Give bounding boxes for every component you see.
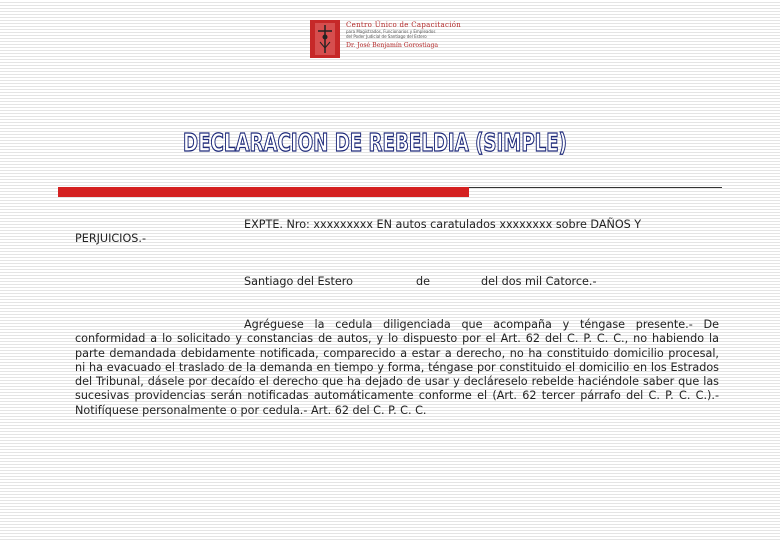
logo-line-1: Centro Único de Capacitación [346, 21, 462, 29]
expte-line-2: PERJUICIOS.- [75, 232, 146, 245]
logo-emblem-icon [310, 20, 340, 58]
resolution-body: Agréguese la cedula diligenciada que acompaña y téngase presente.- De conformidad a lo solicitado y constancias de autos, y lo dispuesto por el Art. 62 del C. P. C. C., no habiendo la parte demandada debidamente notificada, comparecido a estar a derecho, no ha constituido domicilio procesal, ni ha evacuado el traslado de la demanda en tiempo y forma, téngase por constituido el domicilio en los Estrados del Tribunal, dásele por decaído el derecho que ha dejado de usar y decláreselo rebelde haciéndole saber que las sucesivas providencias serán notificadas automáticamente conforme el (Art. 62 tercer párrafo del C. P. C. C.).- Notifíquese personalmente o por cedula.- Art. 62 del C. P. C. C. [75, 318, 719, 417]
date-city: Santiago del Estero [244, 275, 353, 288]
divider-line [469, 187, 722, 188]
date-year: del dos mil Catorce.- [481, 275, 597, 288]
accent-bar [58, 187, 469, 197]
logo-line-3: del Poder Judicial de Santiago del Estero [346, 34, 427, 39]
logo-text [346, 21, 486, 49]
document-title-text: DECLARACION DE REBELDIA (SIMPLE) [183, 128, 567, 157]
document-title [150, 120, 600, 160]
date-de: de [416, 275, 430, 288]
expte-line-1: EXPTE. Nro: xxxxxxxxx EN autos caratulados xxxxxxxx sobre DAÑOS Y [244, 218, 642, 231]
logo-line-4: Dr. José Benjamín Gorostiaga [346, 42, 439, 49]
institution-logo [310, 20, 480, 60]
logo-line-2: para Magistrados, Funcionarios y Empleados [346, 29, 436, 34]
